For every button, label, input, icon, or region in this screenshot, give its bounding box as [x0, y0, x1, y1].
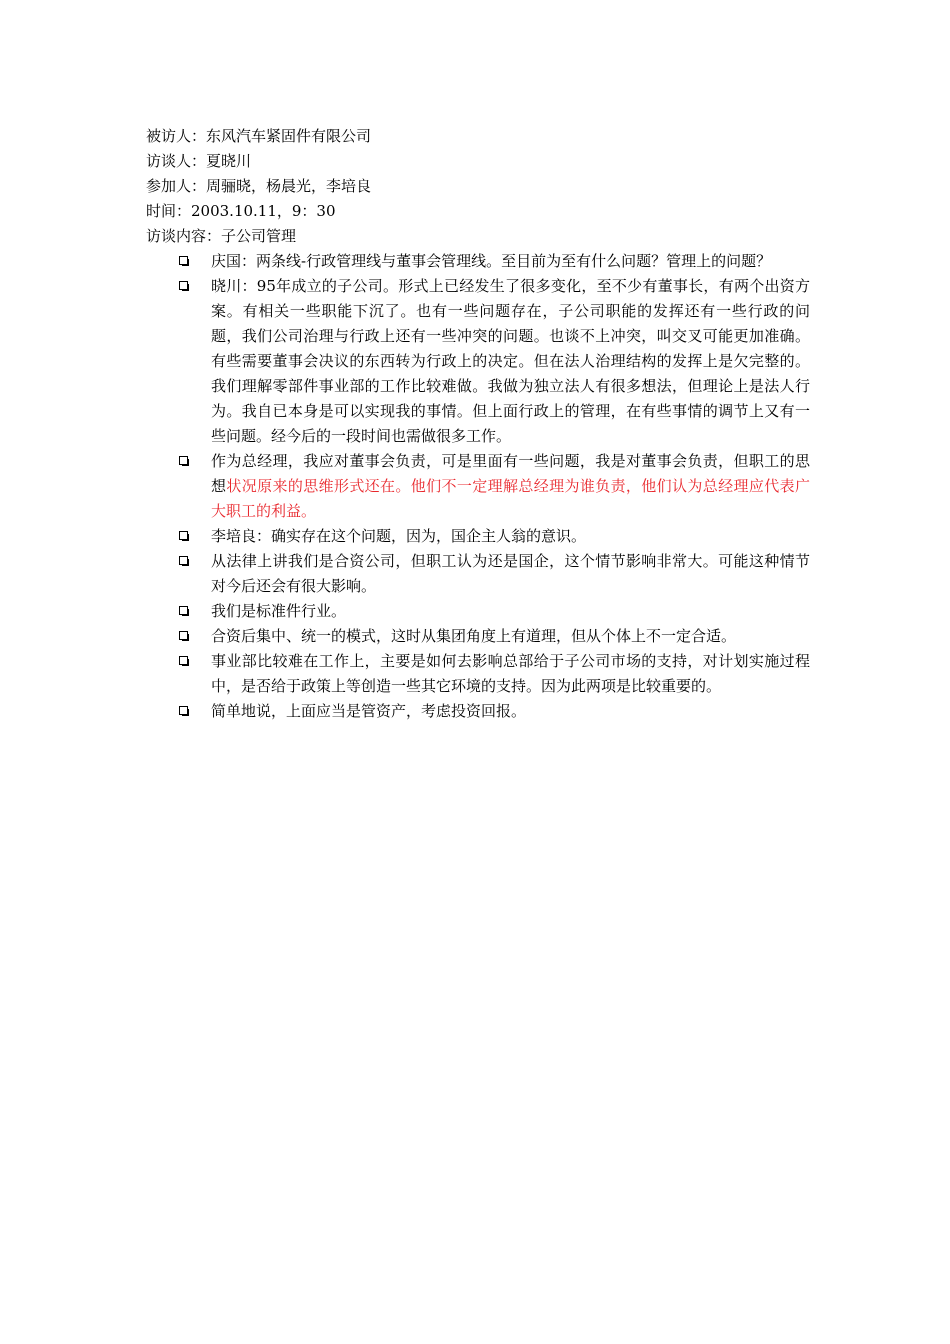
interview-header — [146, 124, 826, 249]
list-item — [178, 699, 810, 724]
participants-line: 参加人：周骊晓，杨晨光，李培良 — [146, 177, 372, 195]
interviewee-line: 被访人：东风汽车紧固件有限公司 — [146, 127, 372, 145]
checkbox-square-icon — [179, 656, 188, 665]
checkbox-square-icon — [179, 706, 188, 715]
interviewer-line: 访谈人：夏晓川 — [146, 152, 252, 170]
list-item — [178, 249, 810, 274]
list-item — [178, 549, 810, 599]
list-item — [178, 624, 810, 649]
time-line: 时间：2003.10.11，9：30 — [146, 202, 336, 220]
list-item — [178, 599, 810, 624]
checkbox-square-icon — [179, 281, 188, 290]
checkbox-square-icon — [179, 631, 188, 640]
list-item — [178, 274, 810, 449]
list-item-text: 庆国：两条线-行政管理线与董事会管理线。至目前为至有什么问题？管理上的问题？ — [211, 252, 772, 270]
list-item-text: 从法律上讲我们是合资公司，但职工认为还是国企，这个情节影响非常大。可能这种情节对今后还会有很大影响。 — [211, 552, 810, 595]
checkbox-square-icon — [179, 456, 188, 465]
list-item-text: 事业部比较难在工作上，主要是如何去影响总部给于子公司市场的支持，对计划实施过程中，是否给于政策上等创造一些其它环境的支持。因为此两项是比较重要的。 — [211, 652, 810, 695]
list-item — [178, 449, 810, 524]
list-item-text: 简单地说，上面应当是管资产，考虑投资回报。 — [211, 702, 527, 720]
list-item-text: 合资后集中、统一的模式，这时从集团角度上有道理，但从个体上不一定合适。 — [211, 627, 737, 645]
interview-notes-list — [178, 249, 810, 724]
list-item-text: 李培良：确实存在这个问题，因为，国企主人翁的意识。 — [211, 527, 587, 545]
list-item-text: 作为总经理，我应对董事会负责，可是里面有一些问题，我是对董事会负责，但职工的思想 — [211, 452, 810, 495]
highlighted-text: 状况原来的思维形式还在。他们不一定理解总经理为谁负责，他们认为总经理应代表广大职工的利益。 — [211, 477, 810, 520]
checkbox-square-icon — [179, 256, 188, 265]
list-item-text: 我们是标准件行业。 — [211, 602, 347, 620]
checkbox-square-icon — [179, 556, 188, 565]
checkbox-square-icon — [179, 606, 188, 615]
list-item — [178, 649, 810, 699]
content-topic-line: 访谈内容：子公司管理 — [146, 227, 297, 245]
checkbox-square-icon — [179, 531, 188, 540]
list-item — [178, 524, 810, 549]
list-item-text: 晓川：95年成立的子公司。形式上已经发生了很多变化，至不少有董事长，有两个出资方案。有相关一些职能下沉了。也有一些问题存在，子公司职能的发挥还有一些行政的问题，我们公司治理与行政上还有一些冲突的问题。也谈不上冲突，叫交叉可能更加准确。有些需要董事会决议的东西转为行政上的决定。但在法人治理结构的发挥上是欠完整的。我们理解零部件事业部的工作比较难做。我做为独立法人有很多想法，但理论上是法人行为。我自已本身是可以实现我的事情。但上面行政上的管理，在有些事情的调节上又有一些问题。经今后的一段时间也需做很多工作。 — [211, 277, 810, 445]
